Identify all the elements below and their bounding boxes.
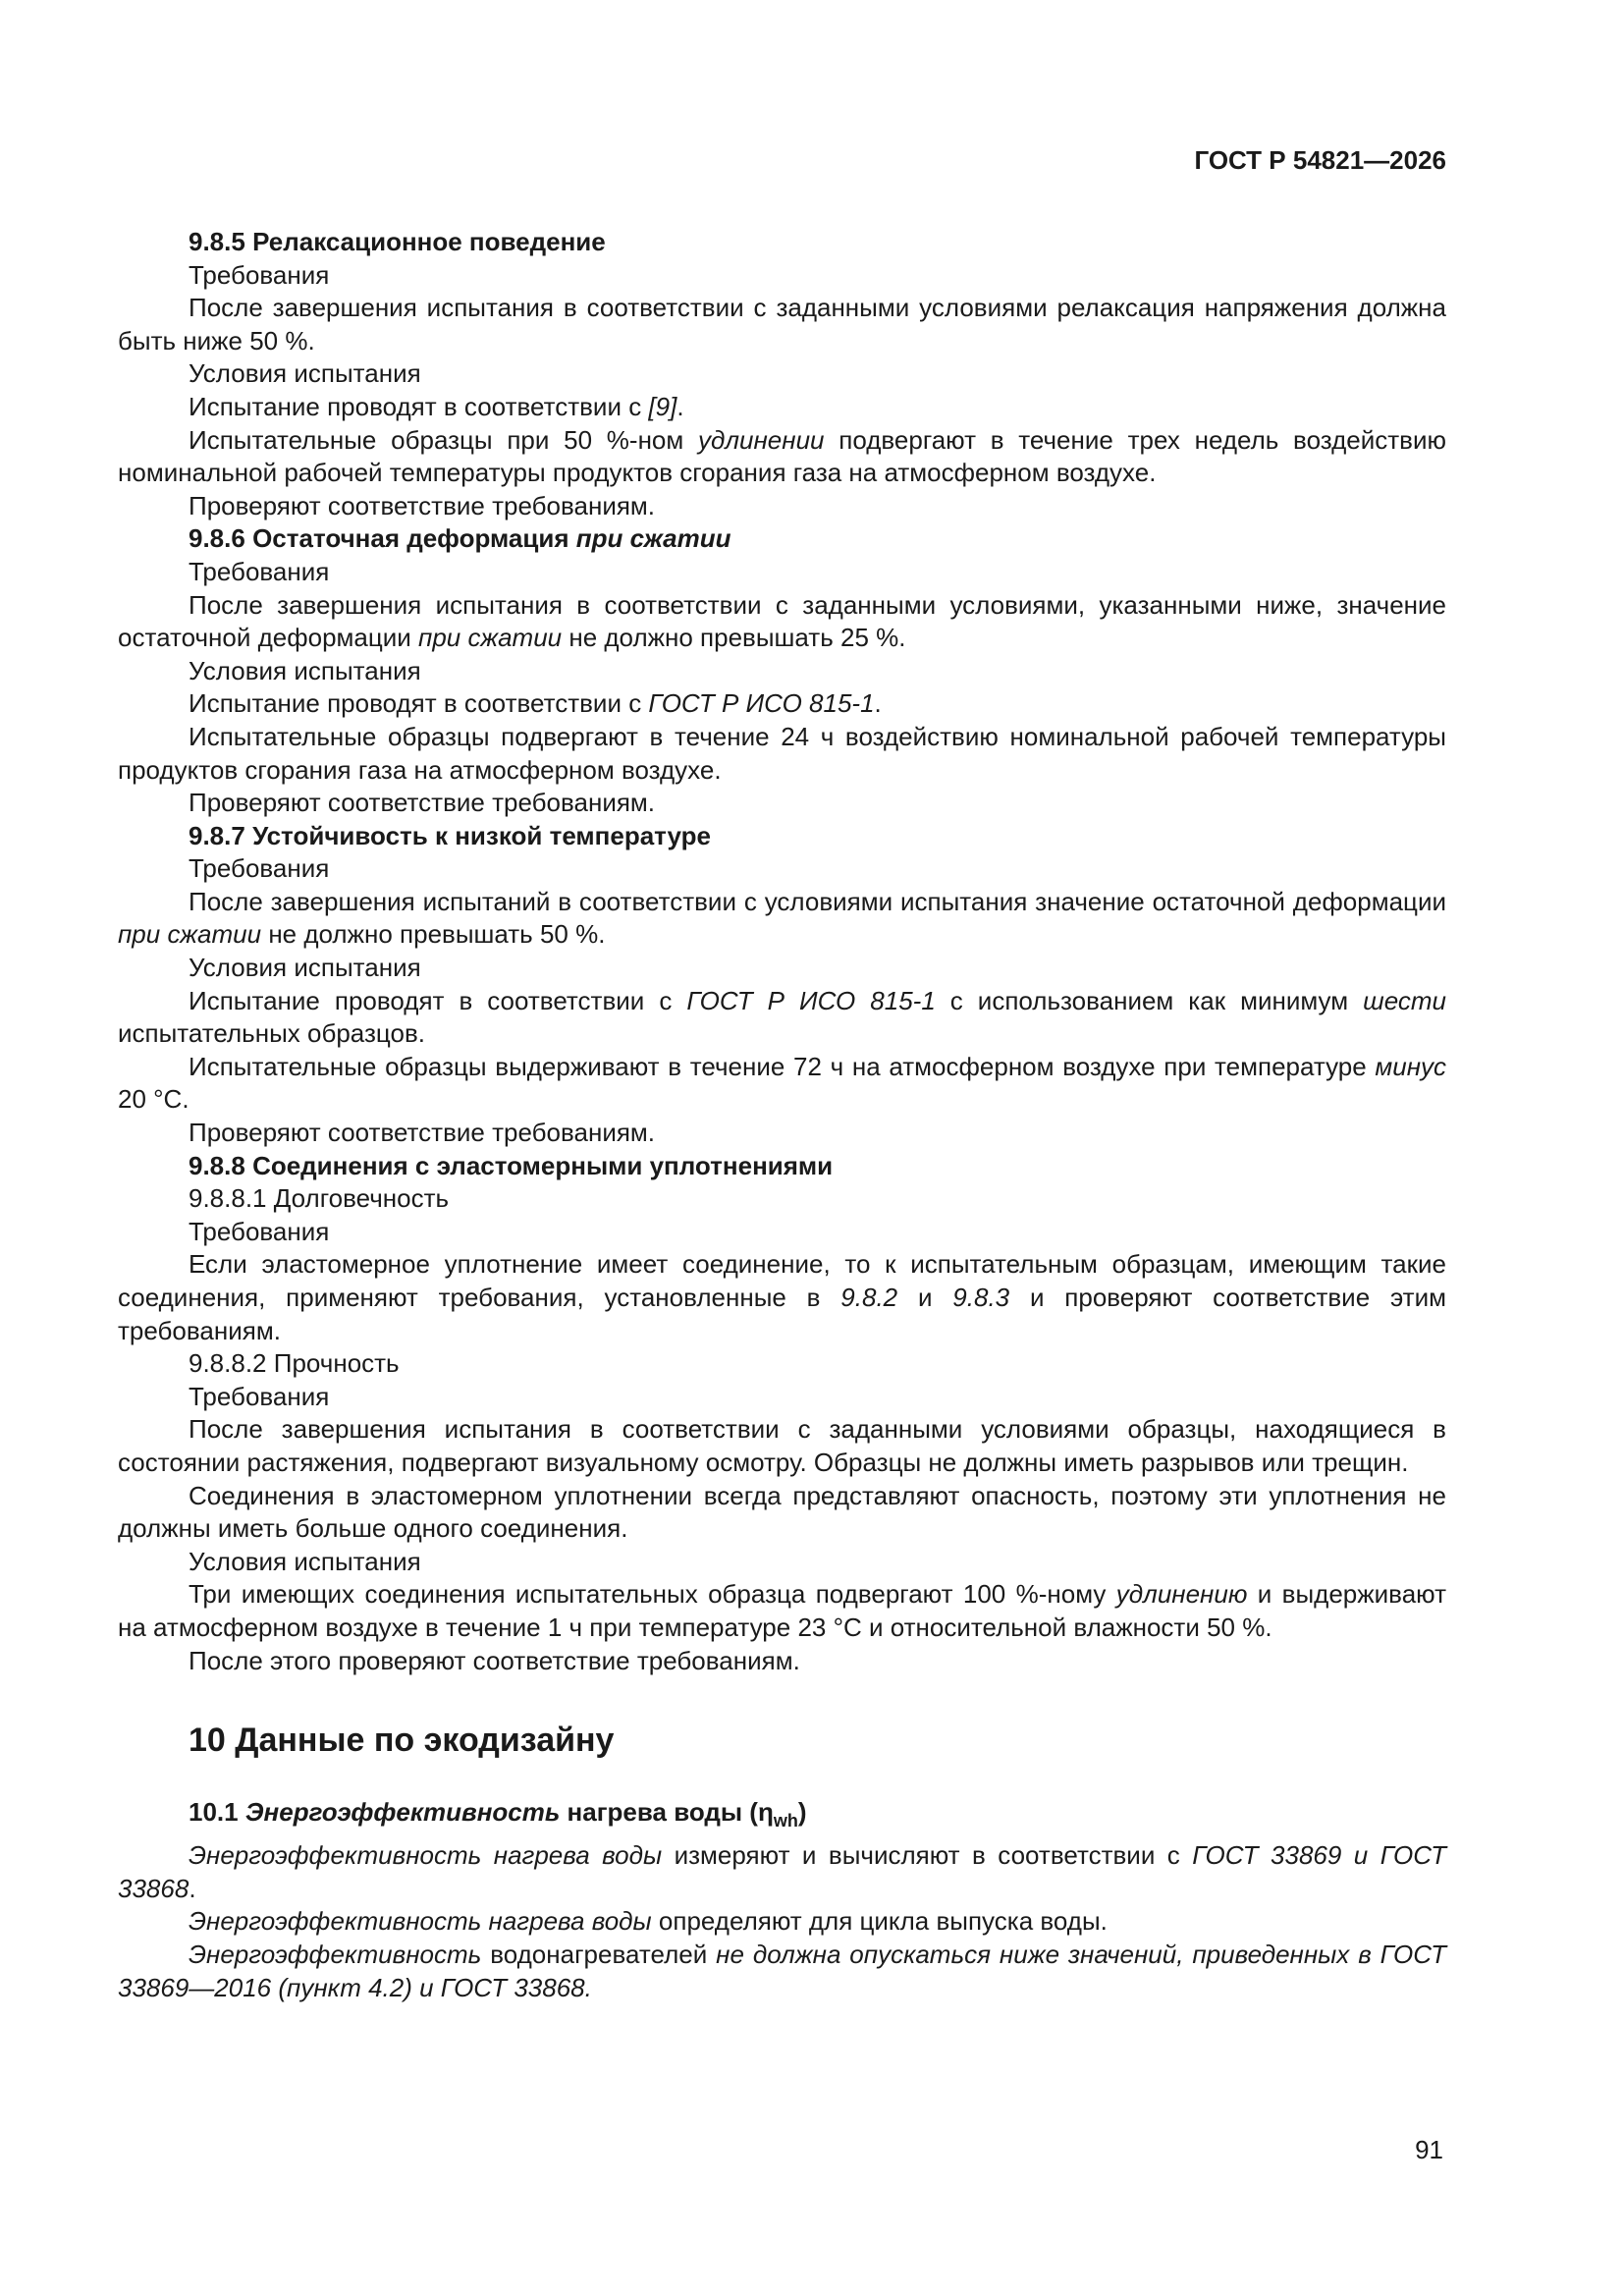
check-statement: Проверяют соответствие требованиям. (189, 1118, 656, 1148)
subsection-heading-10-1: 10.1 Энергоэффективность нагрева воды $(\eta_{wh})$ (189, 1797, 807, 1831)
paragraph: Если эластомерное уплотнение имеет соединение, то к испытательным образцам, имеющим такие соединения, применяют требования, установленные в 9.8.2 и 9.8.3 и проверяют соответствие этим требованиям. (118, 1249, 1446, 1345)
reference-link: [9] (648, 391, 677, 421)
paragraph: Энергоэффективность нагрева воды определяют для цикла выпуска воды. (189, 1906, 1108, 1937)
reference-link: 9.8.2 (840, 1283, 898, 1312)
reference-link: ГОСТ Р ИСО 815-1 (686, 985, 936, 1015)
paragraph: Испытание проводят в соответствии с ГОСТ Р ИСО 815-1 с использованием как минимум шести испытательных образцов. (118, 985, 1446, 1049)
paragraph: Испытательные образцы при 50 %-ном удлинении подвергают в течение трех недель воздействию номинальной рабочей температуры продуктов сгорания газа на атмосферном воздухе. (118, 424, 1446, 488)
paragraph: Соединения в эластомерном уплотнении всегда представляют опасность, поэтому эти уплотнения не должны иметь больше одного соединения. (118, 1480, 1446, 1544)
requirements-label: Требования (189, 1216, 330, 1246)
requirements-label: Требования (189, 853, 330, 884)
test-conditions-label: Условия испытания (189, 953, 421, 983)
requirements-label: Требования (189, 1381, 330, 1411)
paragraph: Испытание проводят в соответствии с ГОСТ Р ИСО 815-1. (189, 688, 882, 719)
paragraph: После завершения испытаний в соответствии с условиями испытания значение остаточной деформации при сжатии не должно превышать 50 %. (118, 886, 1446, 950)
requirements-label: Требования (189, 556, 330, 586)
subsection-heading-9-8-8-1: 9.8.8.1 Долговечность (189, 1183, 450, 1214)
paragraph: Энергоэффективность водонагревателей не должна опускаться ниже значений, приведенных в ГОСТ 33869—2016 (пункт 4.2) и ГОСТ 33868. (118, 1939, 1446, 2002)
check-statement: Проверяют соответствие требованиям. (189, 490, 656, 520)
section-heading-9-8-5: 9.8.5 Релаксационное поведение (189, 227, 606, 256)
paragraph: Испытание проводят в соответствии с [9]. (189, 391, 684, 421)
paragraph: После завершения испытания в соответствии с заданными условиями образцы, находящиеся в состоянии растяжения, подвергают визуальному осмотру. Образцы не должны иметь разрывов или трещин. (118, 1414, 1446, 1477)
reference-link: 9.8.3 (952, 1283, 1010, 1312)
section-heading-9-8-6: 9.8.6 Остаточная деформация при сжатии (189, 523, 731, 554)
document-id: ГОСТ Р 54821—2026 (1194, 145, 1446, 175)
check-statement: Проверяют соответствие требованиям. (189, 788, 656, 818)
paragraph: Энергоэффективность нагрева воды измеряют и вычисляют в соответствии с ГОСТ 33869 и ГОСТ 33868. (118, 1840, 1446, 1903)
paragraph: Три имеющих соединения испытательных образца подвергают 100 %-ному удлинению и выдерживают на атмосферном воздухе в течение 1 ч при температуре 23 °C и относительной влажности 50 %. (118, 1579, 1446, 1642)
test-conditions-label: Условия испытания (189, 358, 421, 389)
page-body (118, 226, 1446, 2004)
subsection-heading-9-8-8-2: 9.8.8.2 Прочность (189, 1348, 400, 1379)
paragraph: Испытательные образцы выдерживают в течение 72 ч на атмосферном воздухе при температуре минус 20 °C. (118, 1051, 1446, 1115)
paragraph: После завершения испытания в соответствии с заданными условиями релаксация напряжения должна быть ниже 50 %. (118, 293, 1446, 355)
test-conditions-label: Условия испытания (189, 655, 421, 685)
page-number: 91 (1415, 2135, 1443, 2164)
section-heading-9-8-7: 9.8.7 Устойчивость к низкой температуре (189, 820, 712, 850)
test-conditions-label: Условия испытания (189, 1546, 421, 1576)
reference-link: ГОСТ 33869 и ГОСТ 33868 (118, 1840, 1446, 1903)
section-heading-10: 10 Данные по экодизайну (189, 1722, 615, 1760)
paragraph: Испытательные образцы подвергают в течение 24 ч воздействию номинальной рабочей температуры продуктов сгорания газа на атмосферном воздухе. (118, 721, 1446, 785)
check-statement: После этого проверяют соответствие требованиям. (189, 1645, 800, 1675)
requirements-label: Требования (189, 259, 330, 290)
paragraph: После завершения испытания в соответствии с заданными условиями, указанными ниже, значение остаточной деформации при сжатии не должно превышать 25 %. (118, 589, 1446, 653)
section-heading-9-8-8: 9.8.8 Соединения с эластомерными уплотнениями (189, 1150, 834, 1180)
reference-link: ГОСТ Р ИСО 815-1 (648, 688, 875, 719)
